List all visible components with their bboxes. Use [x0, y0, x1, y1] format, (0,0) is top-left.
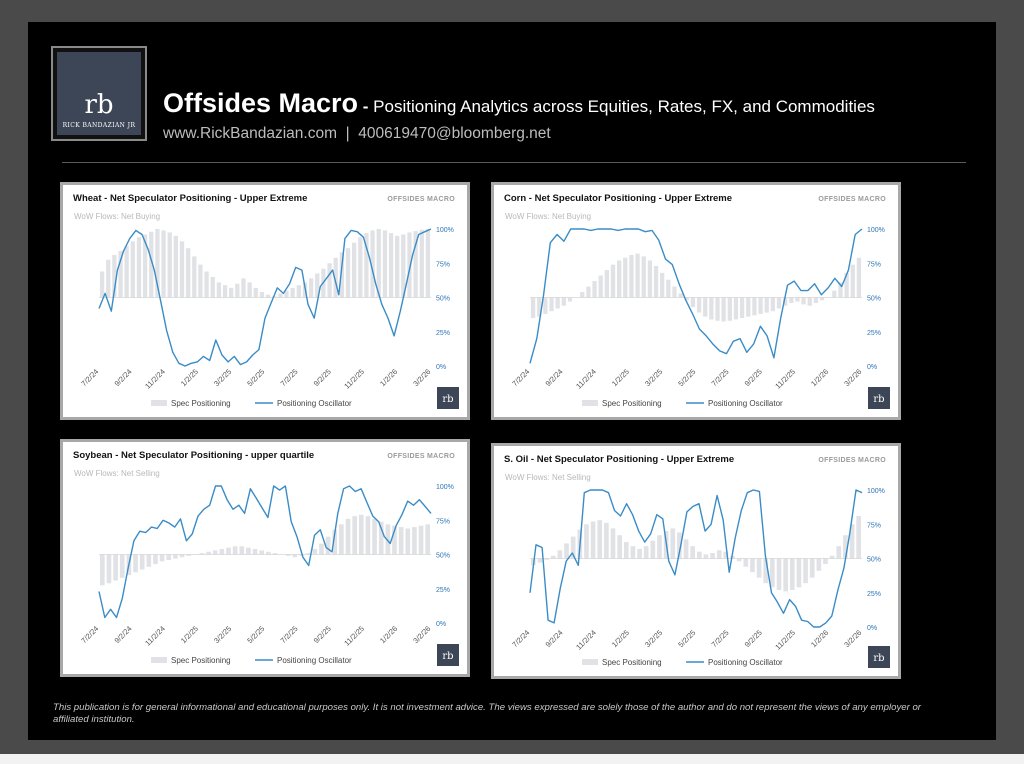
spec-bar [803, 559, 808, 584]
x-tick-label: 7/2/25 [709, 367, 731, 389]
chart-watermark: OFFSIDES MACRO [818, 196, 886, 203]
spec-bar [790, 559, 795, 591]
spec-bar [765, 298, 769, 313]
logo [51, 46, 147, 141]
x-tick-label: 9/2/25 [311, 367, 333, 389]
x-tick-label: 11/2/25 [773, 367, 798, 391]
spec-bar [235, 284, 239, 298]
spec-bar [691, 298, 695, 308]
spec-bar [131, 241, 135, 297]
spec-bar [597, 520, 602, 558]
spec-bar [359, 515, 364, 555]
spec-bar [266, 552, 271, 555]
spec-bar [293, 555, 298, 558]
x-tick-label: 5/2/25 [676, 628, 698, 650]
spec-bar [100, 271, 104, 297]
chart-title: Wheat - Net Speculator Positioning - Upper Extreme [73, 193, 308, 204]
x-tick-label: 1/2/25 [609, 367, 632, 389]
x-tick-label: 1/2/26 [378, 367, 400, 389]
x-tick-label: 9/2/25 [311, 624, 333, 646]
legend-spec-swatch [582, 400, 598, 406]
x-tick-label: 7/2/25 [278, 624, 300, 646]
spec-bar [239, 546, 244, 554]
legend-osc-label: Positioning Oscillator [277, 656, 352, 665]
x-tick-label: 7/2/24 [79, 624, 101, 646]
spec-bar [770, 559, 775, 588]
x-tick-label: 9/2/24 [543, 367, 565, 389]
spec-bar [346, 519, 351, 555]
spec-bar [817, 559, 822, 571]
spec-bar [389, 233, 393, 297]
x-tick-label: 7/2/24 [510, 628, 532, 650]
spec-bar [168, 232, 172, 297]
spec-bar [229, 288, 233, 298]
x-tick-label: 9/2/24 [112, 624, 134, 646]
spec-bar [312, 549, 317, 554]
spec-bar [599, 276, 603, 298]
spec-bar [657, 535, 662, 558]
x-tick-label: 7/2/25 [709, 628, 731, 650]
spec-bar [715, 298, 719, 321]
brand-name: Offsides Macro [163, 88, 359, 118]
chart-title: Soybean - Net Speculator Positioning - upper quartile [73, 450, 315, 461]
spec-bar [814, 298, 818, 303]
x-tick-label: 3/2/26 [411, 367, 433, 389]
spec-bar [801, 298, 805, 305]
x-tick-label: 5/2/25 [676, 367, 698, 389]
y-tick-label: 25% [436, 329, 451, 337]
x-tick-label: 11/2/25 [342, 624, 367, 648]
spec-bar [173, 555, 178, 559]
x-tick-label: 3/2/25 [643, 367, 665, 389]
x-tick-label: 1/2/25 [178, 624, 201, 646]
chart-svg [494, 185, 898, 417]
spec-bar [204, 271, 208, 297]
spec-bar [339, 524, 344, 554]
chart-svg [63, 185, 467, 417]
spec-bar [153, 555, 158, 565]
legend-spec-label: Spec Positioning [602, 399, 662, 408]
x-tick-label: 11/2/25 [773, 628, 798, 652]
spec-bar [192, 256, 196, 297]
spec-bar [531, 298, 535, 319]
spec-bar [810, 559, 815, 578]
logo-mark: rb [84, 90, 114, 120]
spec-bar [160, 555, 165, 562]
window-bottom-strip [0, 754, 1024, 764]
spec-bar [758, 298, 762, 314]
x-tick-label: 7/2/25 [278, 367, 300, 389]
spec-bar [259, 550, 264, 554]
spec-bar [419, 526, 424, 555]
spec-bar [644, 546, 649, 558]
y-tick-label: 100% [436, 227, 454, 234]
spec-bar [654, 266, 658, 298]
spec-bar [399, 527, 404, 554]
y-tick-label: 100% [867, 488, 885, 495]
spec-bar [611, 528, 616, 558]
y-tick-label: 75% [867, 261, 882, 269]
spec-bar [568, 298, 572, 302]
x-tick-label: 5/2/25 [245, 367, 267, 389]
spec-bar [623, 258, 627, 298]
spec-bar [605, 270, 609, 297]
spec-bar [586, 287, 590, 298]
spec-bar [580, 292, 584, 297]
logo-name: RICK BANDAZIAN JR [62, 122, 136, 129]
spec-bar [591, 522, 596, 559]
y-tick-label: 75% [867, 522, 882, 530]
spec-bar [856, 516, 861, 558]
x-tick-label: 1/2/26 [378, 624, 400, 646]
x-tick-label: 11/2/24 [574, 628, 598, 652]
y-tick-label: 75% [436, 261, 451, 269]
x-tick-label: 11/2/24 [143, 367, 167, 391]
spec-bar [771, 298, 775, 312]
spec-bar [592, 281, 596, 297]
spec-bar [617, 535, 622, 558]
spec-bar [538, 559, 543, 563]
spec-bar [352, 516, 357, 554]
y-tick-label: 0% [436, 621, 447, 628]
spec-bar [372, 519, 377, 555]
x-tick-label: 9/2/25 [742, 367, 764, 389]
spec-bar [125, 246, 129, 297]
rb-badge-mark: rb [442, 394, 454, 405]
spec-bar [327, 263, 331, 297]
spec-bar [728, 298, 732, 321]
chart-watermark: OFFSIDES MACRO [818, 457, 886, 464]
y-tick-label: 50% [867, 295, 882, 303]
spec-bar [266, 295, 270, 298]
chart-subtitle: WoW Flows: Net Selling [505, 473, 591, 482]
spec-bar [253, 549, 258, 554]
spec-bar [717, 550, 722, 558]
x-tick-label: 3/2/25 [212, 624, 234, 646]
spec-bar [246, 548, 251, 555]
legend-spec-swatch [151, 657, 167, 663]
x-tick-label: 3/2/26 [842, 367, 864, 389]
spec-bar [777, 298, 781, 309]
spec-bar [684, 539, 689, 558]
spec-bar [722, 298, 726, 322]
spec-bar [180, 241, 184, 297]
spec-bar [752, 298, 756, 316]
y-tick-label: 0% [867, 625, 878, 632]
spec-bar [737, 559, 742, 562]
spec-bar [672, 287, 676, 298]
chart-panel-wheat [60, 182, 470, 420]
spec-bar [697, 298, 701, 313]
spec-bar [233, 546, 238, 554]
chart-panel-soil [491, 443, 901, 679]
spec-bar [637, 549, 642, 559]
spec-bar [174, 236, 178, 298]
y-tick-label: 100% [436, 484, 454, 491]
x-tick-label: 3/2/25 [643, 628, 665, 650]
spec-bar [346, 248, 350, 297]
chart-watermark: OFFSIDES MACRO [387, 453, 455, 460]
spec-bar [254, 288, 258, 298]
x-tick-label: 9/2/24 [112, 367, 134, 389]
spec-bar [789, 298, 793, 303]
spec-bar [660, 273, 664, 298]
spec-bar [757, 559, 762, 578]
x-tick-label: 11/2/24 [574, 367, 598, 391]
spec-bar [777, 559, 782, 591]
x-tick-label: 9/2/25 [742, 628, 764, 650]
spec-bar [709, 298, 713, 320]
spec-bar [556, 298, 560, 309]
spec-bar [549, 298, 553, 312]
y-tick-label: 50% [436, 295, 451, 303]
spec-bar [624, 542, 629, 558]
spec-bar [106, 260, 110, 298]
spec-bar [704, 554, 709, 558]
x-tick-label: 9/2/24 [543, 628, 565, 650]
chart-watermark: OFFSIDES MACRO [387, 196, 455, 203]
spec-bar [743, 559, 748, 567]
spec-bar [180, 555, 185, 558]
chart-subtitle: WoW Flows: Net Buying [74, 212, 161, 221]
spec-bar [113, 555, 118, 581]
spec-bar [642, 256, 646, 297]
spec-bar [186, 248, 190, 297]
spec-bar [247, 282, 251, 297]
spec-bar [564, 543, 569, 558]
spec-bar [366, 516, 371, 554]
report-title [163, 88, 875, 119]
y-tick-label: 100% [867, 227, 885, 234]
spec-bar [412, 527, 417, 554]
spec-bar [133, 555, 138, 573]
x-tick-label: 1/2/25 [609, 628, 632, 650]
x-tick-label: 7/2/24 [79, 367, 101, 389]
spec-bar [425, 524, 430, 554]
spec-bar [604, 523, 609, 559]
spec-bar [651, 541, 656, 559]
spec-bar [734, 298, 738, 320]
x-tick-label: 5/2/25 [245, 624, 267, 646]
spec-bar [740, 298, 744, 319]
spec-bar [558, 550, 563, 558]
legend-spec-label: Spec Positioning [171, 399, 231, 408]
x-tick-label: 3/2/26 [411, 624, 433, 646]
x-tick-label: 1/2/26 [809, 367, 831, 389]
spec-bar [670, 528, 675, 558]
x-tick-label: 3/2/25 [212, 367, 234, 389]
spec-bar [617, 261, 621, 298]
spec-bar [648, 261, 652, 298]
spec-bar [584, 524, 589, 558]
y-tick-label: 50% [436, 552, 451, 560]
y-tick-label: 50% [867, 556, 882, 564]
spec-bar [211, 277, 215, 298]
oscillator-line [530, 229, 862, 363]
spec-bar [291, 288, 295, 298]
spec-bar [260, 292, 264, 297]
chart-subtitle: WoW Flows: Net Selling [74, 469, 160, 478]
email-link[interactable]: 400619470@bloomberg.net [358, 125, 551, 142]
spec-bar [857, 258, 861, 298]
spec-bar [220, 549, 225, 554]
spec-bar [120, 555, 125, 578]
legend-spec-swatch [151, 400, 167, 406]
x-tick-label: 11/2/25 [342, 367, 367, 391]
disclaimer: This publication is for general informational and educational purposes only. It is not investment advice. The views expressed are solely those of the author and do not represent the views of any employer or affiliated institution. [53, 702, 922, 725]
spec-bar [851, 265, 855, 298]
spec-bar [830, 556, 835, 559]
x-tick-label: 3/2/26 [842, 628, 864, 650]
spec-bar [551, 556, 556, 559]
spec-bar [161, 230, 165, 297]
spec-bar [226, 548, 231, 555]
spec-bar [352, 243, 356, 298]
spec-bar [635, 254, 639, 298]
chart-title: S. Oil - Net Speculator Positioning - Upper Extreme [504, 454, 735, 465]
spec-bar [697, 552, 702, 559]
chart-panel-soybean [60, 439, 470, 677]
legend-spec-label: Spec Positioning [171, 656, 231, 665]
spec-bar [206, 552, 211, 555]
y-tick-label: 25% [867, 590, 882, 598]
y-tick-label: 0% [436, 364, 447, 371]
spec-bar [217, 282, 221, 297]
rb-badge-mark: rb [873, 653, 885, 664]
x-tick-label: 7/2/24 [510, 367, 532, 389]
legend-osc-label: Positioning Oscillator [708, 399, 783, 408]
logo-emblem [57, 52, 141, 135]
spec-bar [823, 559, 828, 564]
spec-bar [703, 298, 707, 317]
y-tick-label: 25% [867, 329, 882, 337]
spec-bar [690, 546, 695, 558]
legend-osc-label: Positioning Oscillator [708, 658, 783, 667]
legend-osc-label: Positioning Oscillator [277, 399, 352, 408]
chart-panel-corn [491, 182, 901, 420]
spec-bar [395, 236, 399, 298]
spec-bar [678, 293, 682, 297]
spec-bar [213, 550, 218, 554]
spec-bar [820, 298, 824, 301]
chart-svg [494, 446, 898, 676]
spec-bar [783, 559, 788, 592]
spec-bar [309, 278, 313, 297]
spec-bar [426, 229, 430, 298]
chart-svg [63, 442, 467, 674]
spec-bar [241, 278, 245, 297]
spec-bar [358, 237, 362, 297]
spec-bar [710, 553, 715, 558]
spec-bar [223, 285, 227, 297]
brand-tagline: Positioning Analytics across Equities, Rates, FX, and Commodities [373, 97, 875, 116]
y-tick-label: 0% [867, 364, 878, 371]
spec-bar [562, 298, 566, 306]
spec-bar [405, 528, 410, 554]
spec-bar [420, 230, 424, 298]
spec-bar [797, 559, 802, 588]
spec-bar [832, 291, 836, 298]
spec-bar [746, 298, 750, 317]
legend-spec-swatch [582, 659, 598, 665]
spec-bar [836, 546, 841, 558]
spec-bar [629, 255, 633, 297]
spec-bar [100, 555, 105, 586]
x-tick-label: 1/2/25 [178, 367, 201, 389]
spec-bar [140, 555, 145, 570]
spec-bar [326, 537, 331, 555]
brand-separator: - [358, 97, 374, 116]
spec-bar [146, 555, 151, 567]
spec-bar [543, 298, 547, 314]
spec-bar [750, 559, 755, 573]
spec-bar [137, 237, 141, 297]
spec-bar [107, 555, 112, 584]
x-tick-label: 1/2/26 [809, 628, 831, 650]
spec-bar [611, 265, 615, 298]
spec-bar [383, 230, 387, 297]
legend-spec-label: Spec Positioning [602, 658, 662, 667]
website-link[interactable]: www.RickBandazian.com [163, 125, 338, 142]
spec-bar [198, 265, 202, 298]
chart-subtitle: WoW Flows: Net Buying [505, 212, 592, 221]
spec-bar [808, 298, 812, 306]
rb-badge-mark: rb [873, 394, 885, 405]
y-tick-label: 25% [436, 586, 451, 594]
spec-bar [166, 555, 171, 560]
spec-bar [297, 285, 301, 297]
spec-bar [666, 280, 670, 298]
chart-title: Corn - Net Speculator Positioning - Upper Extreme [504, 193, 733, 204]
y-tick-label: 75% [436, 518, 451, 526]
contact-separator: | [345, 125, 350, 142]
spec-bar [319, 544, 324, 555]
rb-badge-mark: rb [442, 651, 454, 662]
spec-bar [278, 293, 282, 297]
x-tick-label: 11/2/24 [143, 624, 167, 648]
spec-bar [795, 298, 799, 302]
spec-bar [631, 546, 636, 558]
header-divider [62, 162, 966, 163]
contact-line [163, 125, 551, 143]
